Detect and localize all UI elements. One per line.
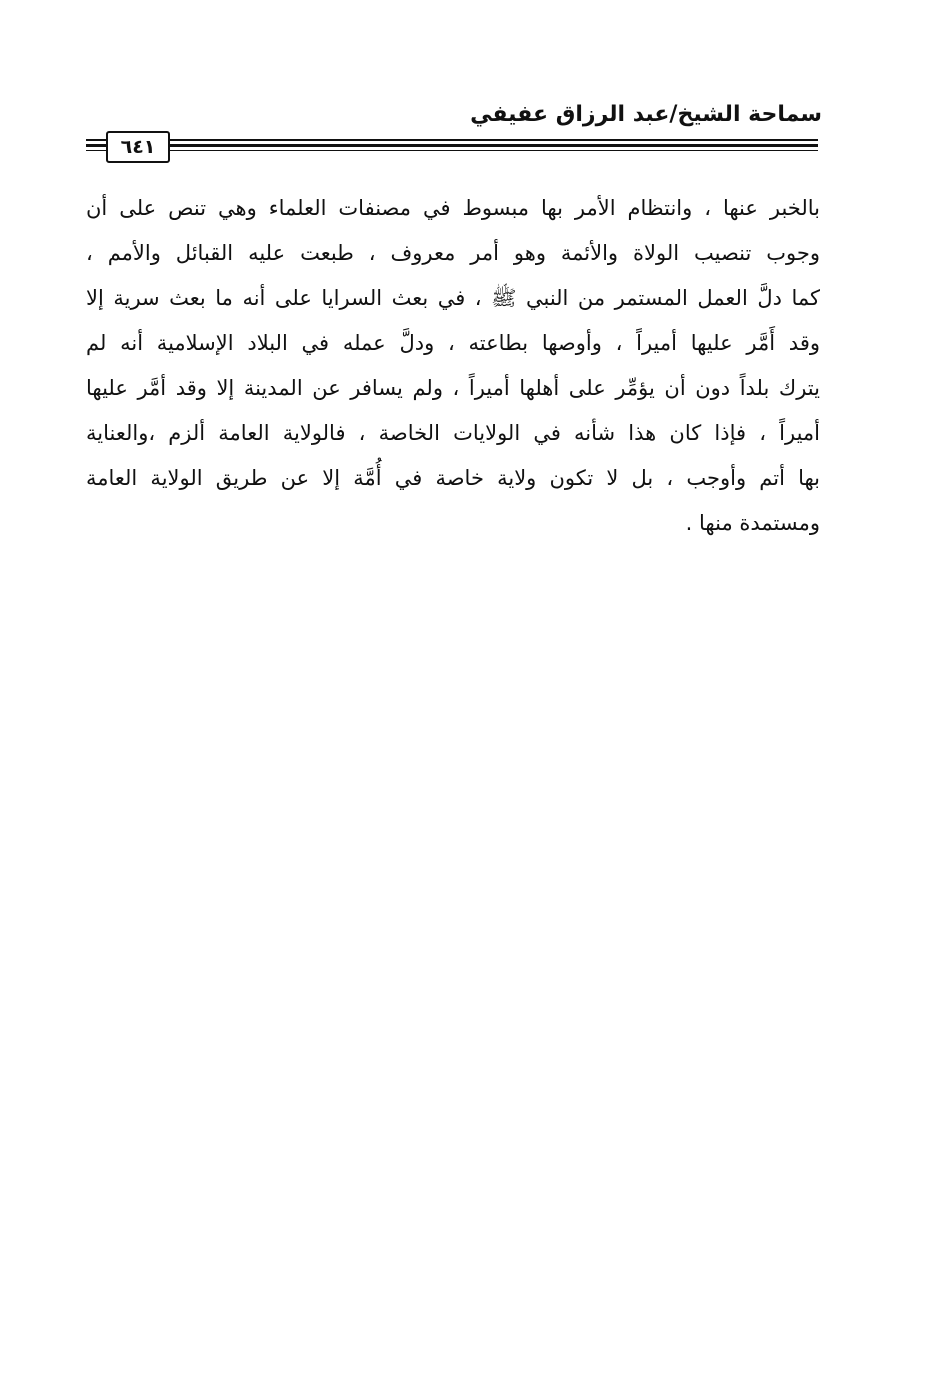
page-number: ٦٤١ — [106, 131, 170, 163]
header-rule-bottom — [86, 150, 818, 151]
text-line-1: بالخبر عنها ، وانتظام الأمر بها مبسوط في مصنفات العلماء وهي تنص على أن — [86, 196, 820, 220]
text-line-2: وجوب تنصيب الولاة والأئمة وهو أمر معروف ، طبعت عليه القبائل والأمم ، — [86, 241, 820, 265]
text-line-5: يترك بلداً دون أن يؤمِّر على أهلها أميراً ، ولم يسافر عن المدينة إلا وقد أمَّر عليها — [86, 376, 820, 400]
text-line-8: ومستمدة منها . — [685, 511, 820, 535]
text-line-4: وقد أَمَّر عليها أميراً ، وأوصها بطاعته ، ودلَّ عمله في البلاد الإسلامية أنه لم — [86, 331, 820, 355]
text-line-6: أميراً ، فإذا كان هذا شأنه في الولايات الخاصة ، فالولاية العامة ألزم ،والعناية — [86, 421, 820, 445]
text-line-3: كما دلَّ العمل المستمر من النبي ﷺ ، في بعث السرايا على أنه ما بعث سرية إلا — [86, 286, 820, 310]
running-title: سماحة الشيخ/عبد الرزاق عفيفي — [470, 102, 822, 127]
header-rule-top — [86, 139, 818, 141]
header-rule-middle — [86, 144, 818, 147]
text-line-7: بها أتم وأوجب ، بل لا تكون ولاية خاصة في أُمَّة إلا عن طريق الولاية العامة — [86, 466, 820, 490]
body-text — [86, 186, 820, 546]
